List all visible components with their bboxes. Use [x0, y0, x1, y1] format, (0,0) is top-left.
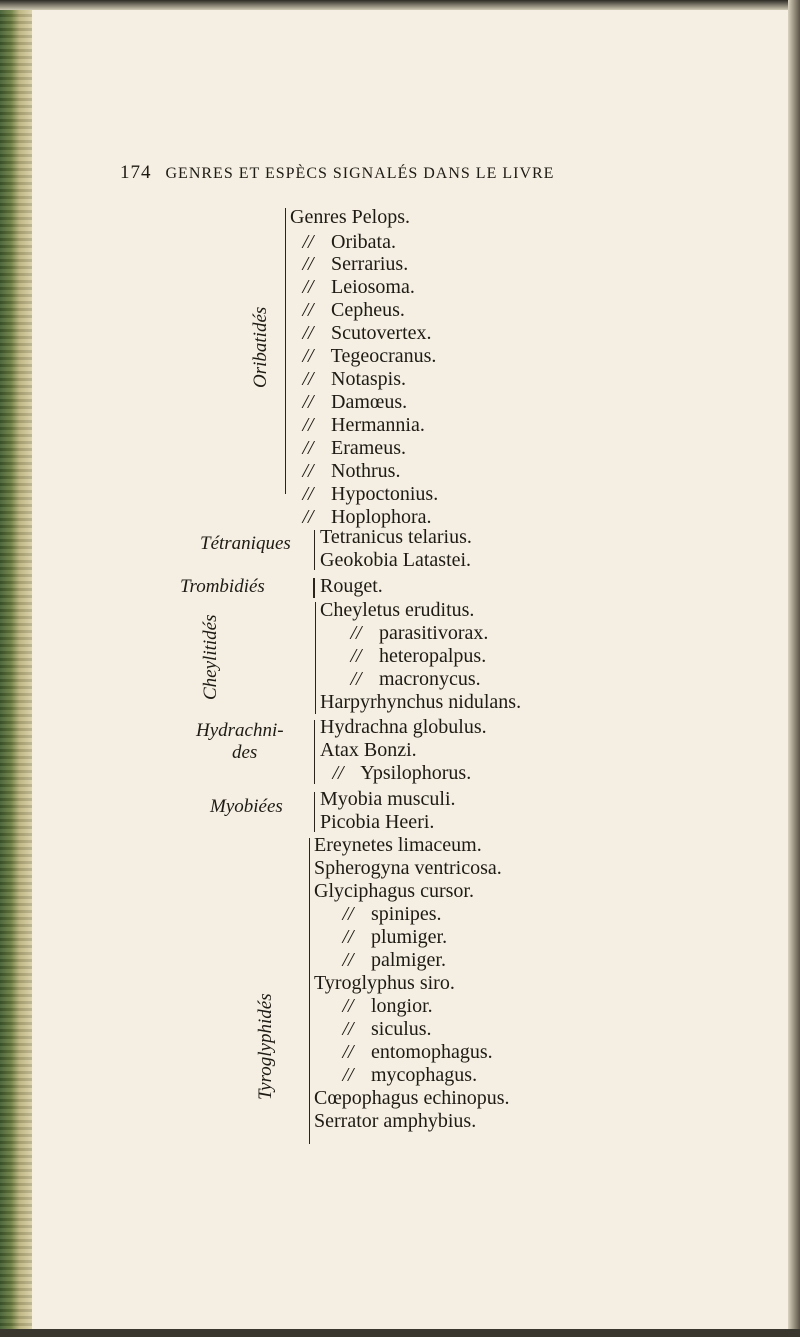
family-oribatides: Oribatidés: [250, 306, 271, 388]
list-item: // entomophagus.: [342, 1041, 493, 1063]
list-item: Tyroglyphus siro.: [314, 972, 455, 994]
list-item: // spinipes.: [342, 903, 442, 925]
list-item: // siculus.: [342, 1018, 432, 1040]
genus-pelops: Genres Pelops.: [290, 206, 410, 228]
list-item: Harpyrhynchus nidulans.: [320, 691, 522, 713]
list-item: // Tegeocranus.: [302, 345, 437, 367]
list-item: // heteropalpus.: [350, 645, 487, 667]
list-item: // Ypsilophorus.: [332, 762, 472, 784]
list-item: // longior.: [342, 995, 433, 1017]
list-item: Rouget.: [320, 575, 383, 597]
list-item: Atax Bonzi.: [320, 739, 417, 761]
list-item: Tetranicus telarius.: [320, 526, 472, 548]
list-item: // Hypoctonius.: [302, 483, 439, 505]
running-header: [120, 162, 554, 184]
list-item: // mycophagus.: [342, 1064, 478, 1086]
list-item: // Notaspis.: [302, 368, 406, 390]
list-item: // Scutovertex.: [302, 322, 432, 344]
list-item: // plumiger.: [342, 926, 448, 948]
family-trombidies: Trombidiés: [180, 576, 265, 597]
list-item: // parasitivorax.: [350, 622, 489, 644]
list-item: Serrator amphybius.: [314, 1110, 477, 1132]
list-item: Geokobia Latastei.: [320, 549, 472, 571]
brace-hydrachnides: [314, 720, 315, 784]
list-item: // Nothrus.: [302, 460, 401, 482]
family-myobiees: Myobiées: [210, 796, 283, 817]
list-item: // Erameus.: [302, 437, 406, 459]
list-item: Picobia Heeri.: [320, 811, 435, 833]
page-number: 174: [120, 162, 152, 183]
list-item: Cœpophagus echinopus.: [314, 1087, 510, 1109]
list-item: // Hoplophora.: [302, 506, 432, 528]
list-item: Hydrachna globulus.: [320, 716, 487, 738]
family-tyroglyphides: Tyroglyphidés: [255, 993, 276, 1100]
brace-tyroglyphides: [309, 838, 310, 1144]
list-item: // palmiger.: [342, 949, 446, 971]
family-tetraniques: Tétraniques: [200, 533, 291, 554]
list-item: Glyciphagus cursor.: [314, 880, 474, 902]
list-item: // Cepheus.: [302, 299, 405, 321]
list-item: // Serrarius.: [302, 253, 409, 275]
brace-oribatides: [285, 208, 286, 494]
book-spine: [0, 0, 32, 1337]
family-cheylitides: Cheylitidés: [200, 614, 221, 700]
list-item: Ereynetes limaceum.: [314, 834, 482, 856]
family-hydrachnides: Hydrachni-: [196, 720, 284, 741]
list-item: Myobia musculi.: [320, 788, 456, 810]
list-item: // Oribata.: [302, 231, 396, 253]
header-title: GENRES ET ESPÈCS SIGNALÉS DANS LE LIVRE: [165, 165, 555, 182]
family-hydrachnides-cont: des: [232, 742, 258, 763]
list-item: // macronycus.: [350, 668, 481, 690]
list-item: // Leiosoma.: [302, 276, 415, 298]
brace-tetraniques: [314, 530, 315, 570]
page-bottom-edge: [0, 1329, 800, 1337]
bar-trombidies: [313, 578, 315, 598]
page-top-edge: [0, 0, 800, 10]
list-item: Cheyletus eruditus.: [320, 599, 475, 621]
page-right-edge: [788, 0, 800, 1337]
brace-myobiees: [314, 792, 315, 832]
list-item: Spherogyna ventricosa.: [314, 857, 502, 879]
list-item: // Damœus.: [302, 391, 408, 413]
list-item: // Hermannia.: [302, 414, 425, 436]
brace-cheylitides: [315, 602, 316, 714]
